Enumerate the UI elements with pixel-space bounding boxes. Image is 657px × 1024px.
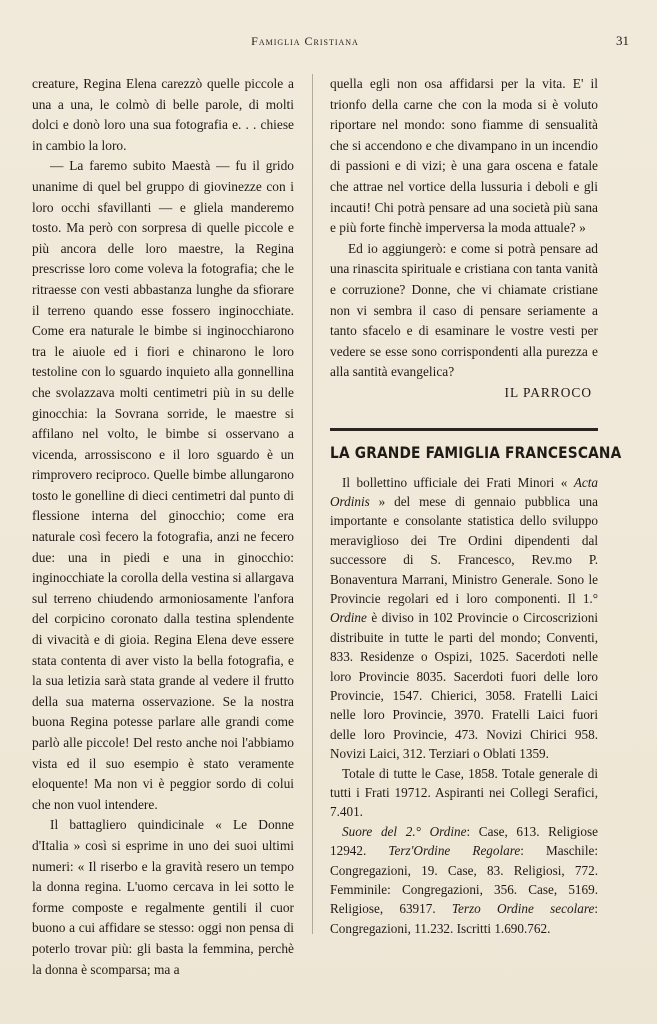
left-column — [32, 74, 294, 980]
text-run: » del mese di gennaio pubblica una importante e consolante statistica dello sviluppo meraviglioso dei Tre Ordini dipendenti dal successore di S. Francesco, Rev.mo P. Bonaventura Marrani, Ministro Generale. Sono le Provincie regolari ed i loro componenti. Il 1.° — [330, 493, 598, 606]
italic-term: Terzo Ordine secolare — [451, 901, 595, 917]
column-divider — [312, 74, 313, 934]
text-run: : Congregazioni, 11.232. Iscritti 1.690.762. — [330, 901, 598, 936]
right-column — [330, 74, 622, 938]
paragraph: Totale di tutte le Case, 1858. Totale generale di tutti i Frati 19712. Aspiranti nei Collegi Serafici, 7.401. — [330, 765, 598, 820]
paragraph: Ed io aggiungerò: e come si potrà pensare ad una rinascita spirituale e cristiana con tanta vanità e corruzione? Donne, che vi chiamate cristiane non vi sembra il caso di pensare seriamente a tanto sfacelo e di esaminare le vostre vesti per vedere se esse sono corrispondenti alla purezza e alla santità evangelica? — [330, 240, 598, 380]
italic-term: Terz'Ordine Regolare — [388, 843, 521, 859]
paragraph: Il battagliero quindicinale « Le Donne d'Italia » così si esprime in uno dei suoi ultimi numeri: « Il riserbo e la gravità resero un tempo la donna regina. L'uomo cercava in lei sotto le forme composte e regalmente gentili il cuor buono a cui affidare se stesso: oggi non pensa di poterlo trovar più: gli basta la femmina, perchè la donna è scomparsa; ma a — [32, 817, 294, 977]
section-rule — [330, 428, 598, 431]
paragraph — [330, 822, 598, 938]
paragraph: quella egli non osa affidarsi per la vita. E' il trionfo della carne che con la moda si è voluto riportare nel mondo: sono fiamme di sensualità che si accendono e che divampano in un incendio di passioni e di vizi; è una gara oscena e fatale che attrae nel vortice della lussuria i deboli e gli incauti! Chi potrà pensare ad una società più sana e più forte finchè imperversa la moda attuale? » — [330, 76, 598, 236]
text-run: : Case, 613. Religiose 12942. — [330, 823, 598, 859]
italic-term: Ordine — [330, 610, 367, 626]
running-title: Famiglia Cristiana — [251, 34, 359, 48]
text-run: Il bollettino ufficiale dei Frati Minori « — [342, 474, 568, 490]
publication-name: Acta Ordinis — [330, 474, 598, 509]
text-run: : Maschile: Congregazioni, 19. Case, 83. Religiosi, 772. Femminile: Congregazioni, 356. Case, 5169. Religiose, 63917. — [330, 843, 598, 917]
article-body — [330, 473, 598, 939]
text-run: è diviso in 102 Provincie o Circoscrizioni distribuite in tutte le parti del mondo; Conventi, 833. Residenze o Ospizi, 1025. Sacerdoti nelle loro Provincie 8035. Sacerdoti fuori delle loro Provincie, 1547. Chierici, 3058. Fratelli Laici nelle loro Provincie, 3970. Fratelli Laici fuori delle loro Provincie, 473. Novizi Chirici 958. Novizi Laici, 312. Terziari o Oblati 1359. — [330, 610, 598, 762]
signature: IL PARROCO — [504, 384, 592, 400]
paragraph: — La faremo subito Maestà — fu il grido unanime di quel bel gruppo di giovinezze con i loro occhi sfavillanti — e gliela manderemo tosto. Ma però con sorpresa di quelle piccole e più ancora delle loro maestre, la Regina prescrisse loro come voleva la fotografia; che le ritraesse con vesti abbastanza lunghe da sfiorare il terreno quando esse fossero inginocchiate. Come era naturale le bimbe si inginocchiarono tra le aiuole ed i fiori e chinarono le loro testoline con lo sguardo inquieto alla gonnellina che svolazzava molti centimetri più in su delle ginocchia: la Sovrana sorride, le maestre si affilano nel volto, le bimbe si osservano a vicenda, arrossiscono e il loro sguardo è un rimprovero reciproco. Quelle bimbe allungarono tosto le gonelline di dieci centimetri dal punto di flessione interna del ginocchio; come era naturale così fecero la fotografia, anzi ne fecero due: una in piedi e una in ginocchio: inginocchiate la corolla della vestina si allargava sul terreno chiudendo armoniosamente l'anfora del corpicino coronato dalla testina splendente di vivacità e di gioia. Regina Elena deve essere stata contenta di aver visto la bella fotografia, e la sua letizia sarà stata grande al vedere il frutto della sua materna osservazione. Se la nostra buona Regina potesse parlare alle grandi come parlò alle piccole! Del resto anche noi l'abbiamo vista ed il suo esempio è stato veramente eloquente! Ma non vi è peggior sordo di colui che non vuol intendere. — [32, 158, 294, 812]
italic-term: Suore del 2.° Ordine — [342, 823, 467, 839]
paragraph: creature, Regina Elena carezzò quelle piccole a una a una, le colmò di belle parole, di molti dolci e donò loro una sua fotografia e. . . chiese in cambio la loro. — [32, 76, 294, 153]
page-number: 31 — [616, 33, 629, 48]
section-title: LA GRANDE FAMIGLIA FRANCESCANA — [330, 442, 622, 462]
page-header — [0, 30, 657, 52]
paragraph — [330, 473, 598, 764]
